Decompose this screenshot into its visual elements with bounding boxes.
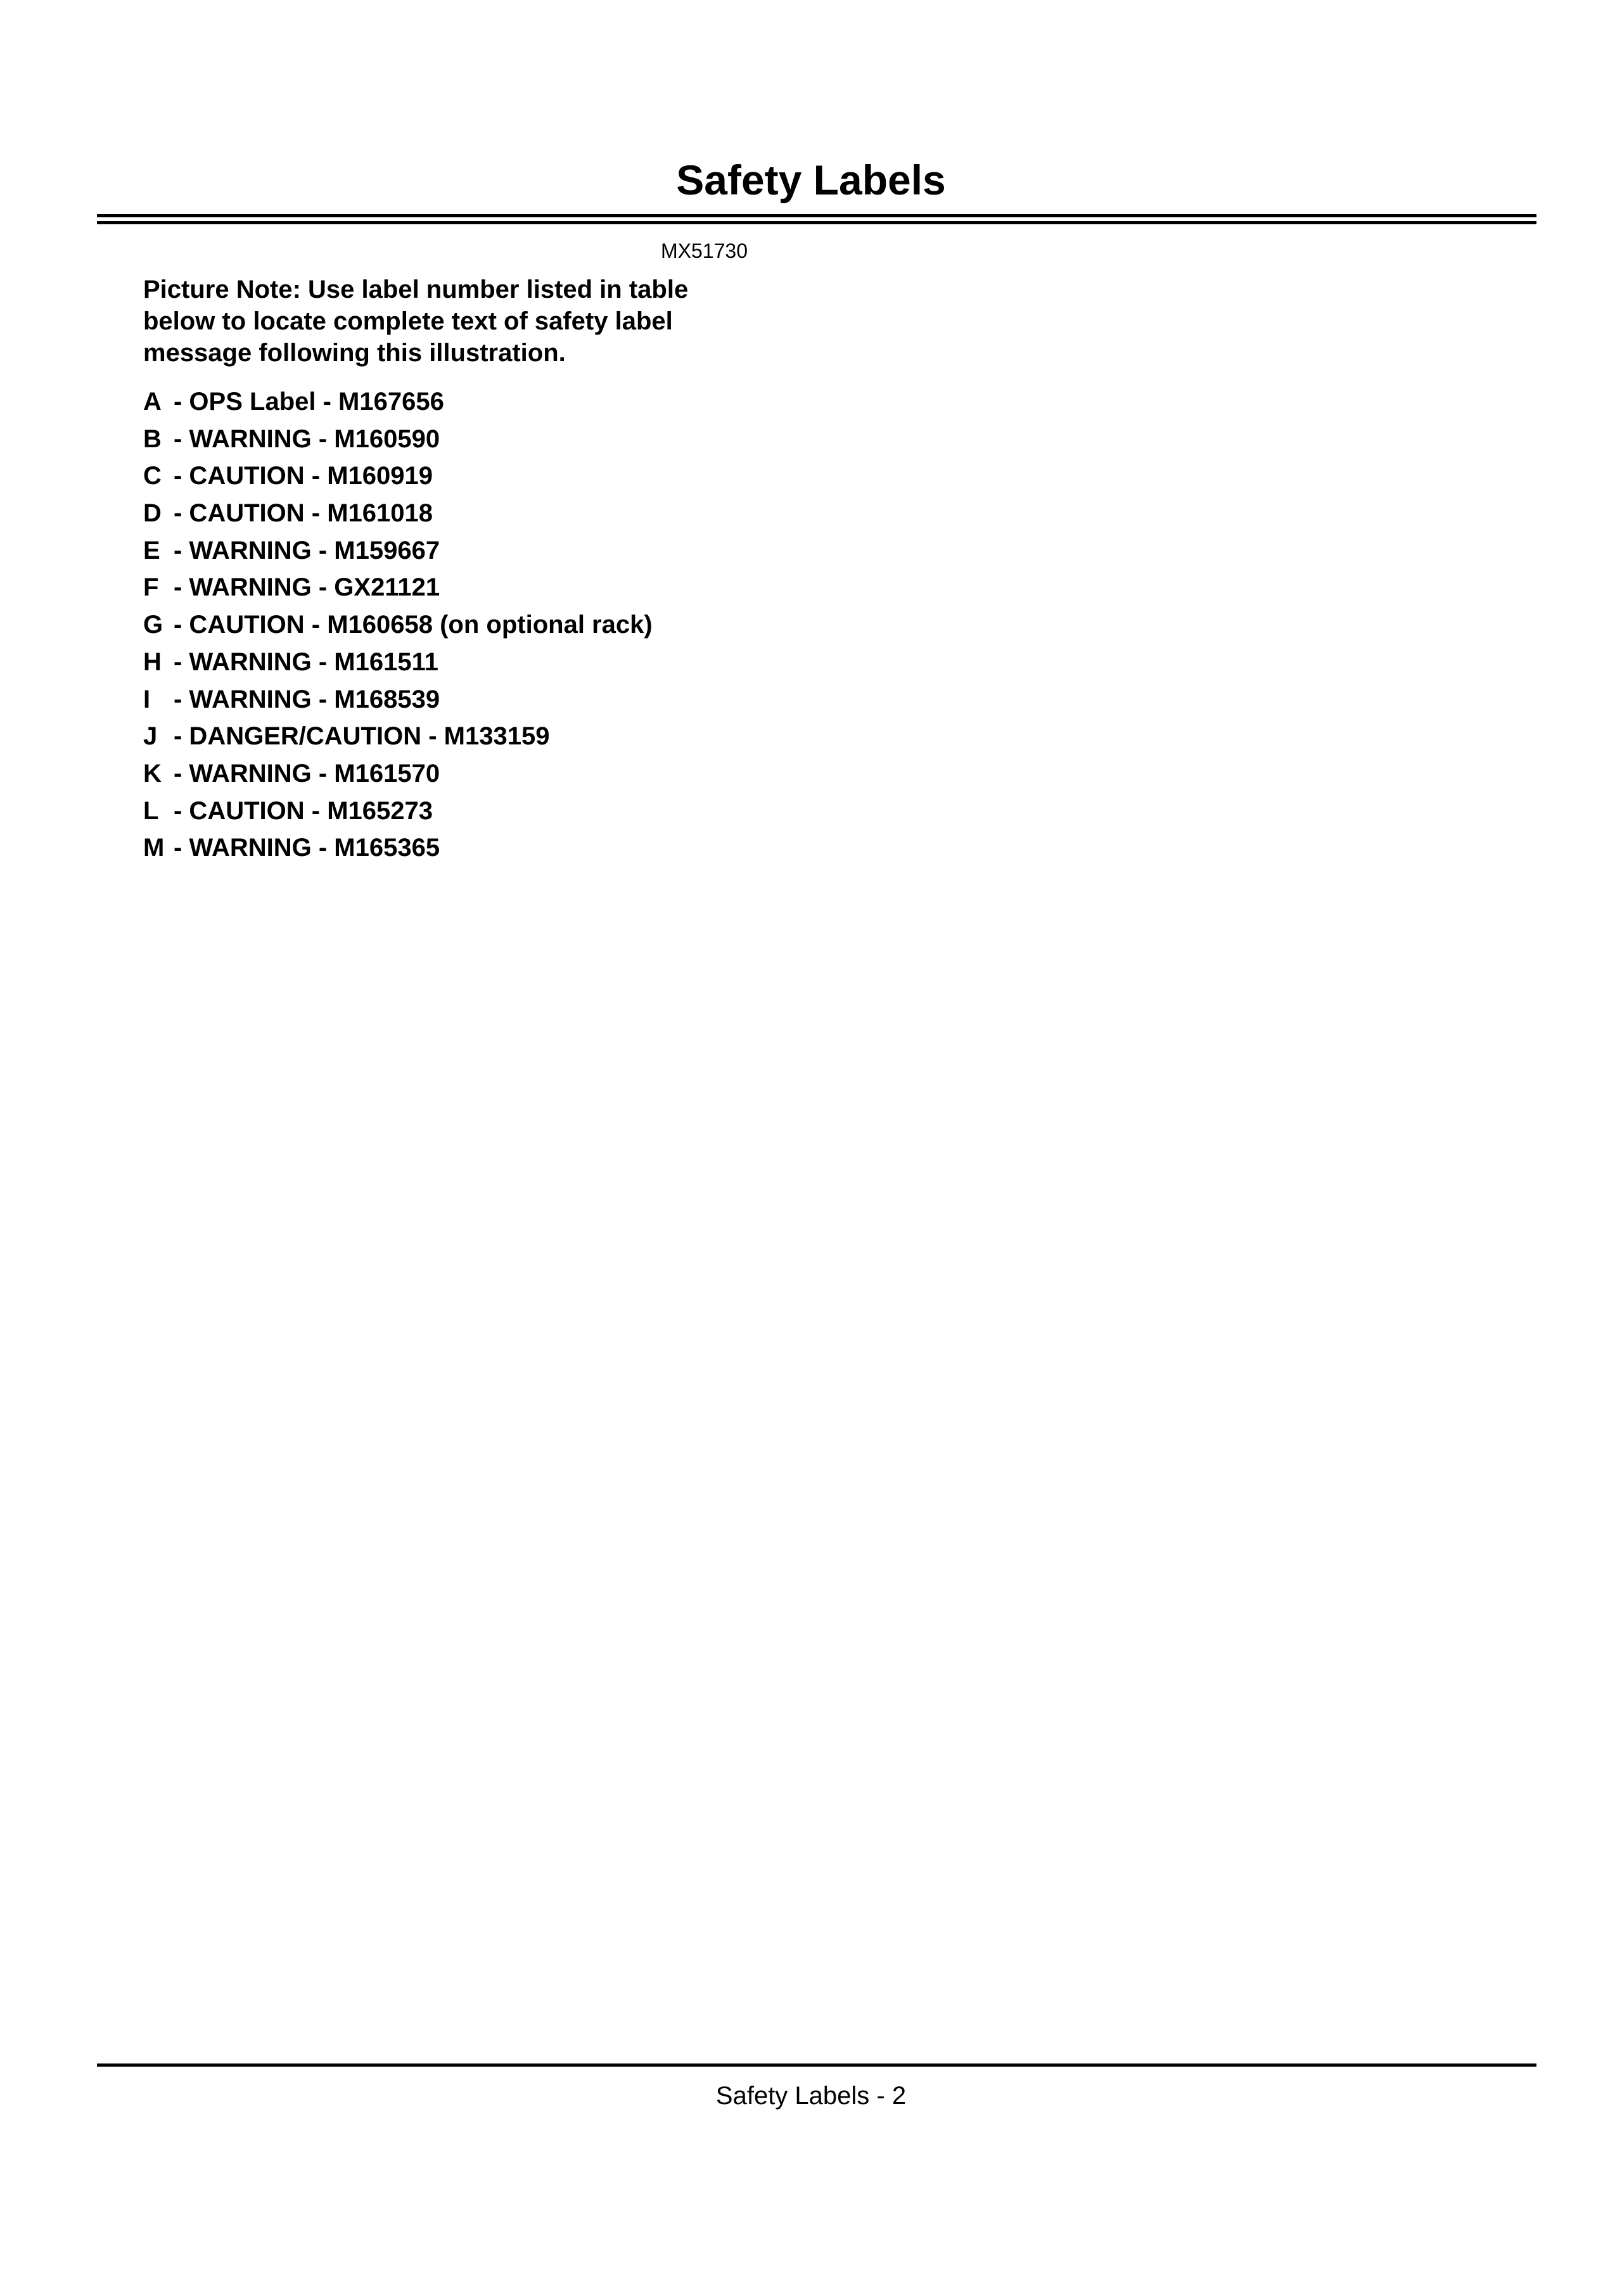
footer-rule	[97, 2063, 1536, 2067]
label-text: - WARNING - M168539	[174, 685, 440, 713]
header-rule-bottom	[97, 221, 1536, 224]
list-item	[143, 829, 653, 867]
label-text: - CAUTION - M160919	[174, 462, 433, 490]
list-item	[143, 681, 653, 718]
label-letter: D	[143, 499, 162, 528]
list-item	[143, 457, 653, 495]
list-item	[143, 606, 653, 644]
list-item	[143, 793, 653, 830]
label-letter: M	[143, 834, 165, 862]
list-item	[143, 421, 653, 458]
list-item	[143, 383, 653, 421]
label-text: - CAUTION - M160658 (on optional rack)	[174, 611, 653, 639]
list-item	[143, 569, 653, 606]
label-text: - WARNING - M165365	[174, 834, 440, 862]
label-letter: L	[143, 796, 159, 825]
list-item	[143, 495, 653, 532]
label-text: - CAUTION - M161018	[174, 499, 433, 528]
label-text: - OPS Label - M167656	[174, 388, 444, 416]
label-text: - WARNING - GX21121	[174, 573, 440, 602]
label-letter: I	[143, 685, 151, 713]
label-text: - CAUTION - M165273	[174, 796, 433, 825]
label-text: - WARNING - M161511	[174, 647, 438, 676]
label-letter: G	[143, 611, 163, 639]
safety-label-list	[143, 383, 653, 867]
label-text: - WARNING - M160590	[174, 424, 440, 453]
list-item	[143, 644, 653, 681]
label-letter: C	[143, 462, 162, 490]
label-letter: J	[143, 722, 158, 751]
label-text: - WARNING - M159667	[174, 536, 440, 564]
label-text: - WARNING - M161570	[174, 759, 440, 788]
label-letter: A	[143, 388, 162, 416]
page-footer: Safety Labels - 2	[715, 2082, 907, 2110]
picture-note: Picture Note: Use label number listed in table below to locate complete text of safety label message following this illustration.	[143, 276, 689, 367]
label-letter: H	[143, 647, 162, 676]
label-text: - DANGER/CAUTION - M133159	[174, 722, 550, 751]
label-letter: B	[143, 424, 162, 453]
label-letter: F	[143, 573, 159, 602]
label-letter: E	[143, 536, 160, 564]
figure-id: MX51730	[661, 239, 748, 262]
page-title: Safety Labels	[676, 156, 946, 203]
list-item	[143, 532, 653, 570]
label-letter: K	[143, 759, 162, 788]
header-rule-top	[97, 214, 1536, 217]
list-item	[143, 718, 653, 755]
list-item	[143, 755, 653, 793]
